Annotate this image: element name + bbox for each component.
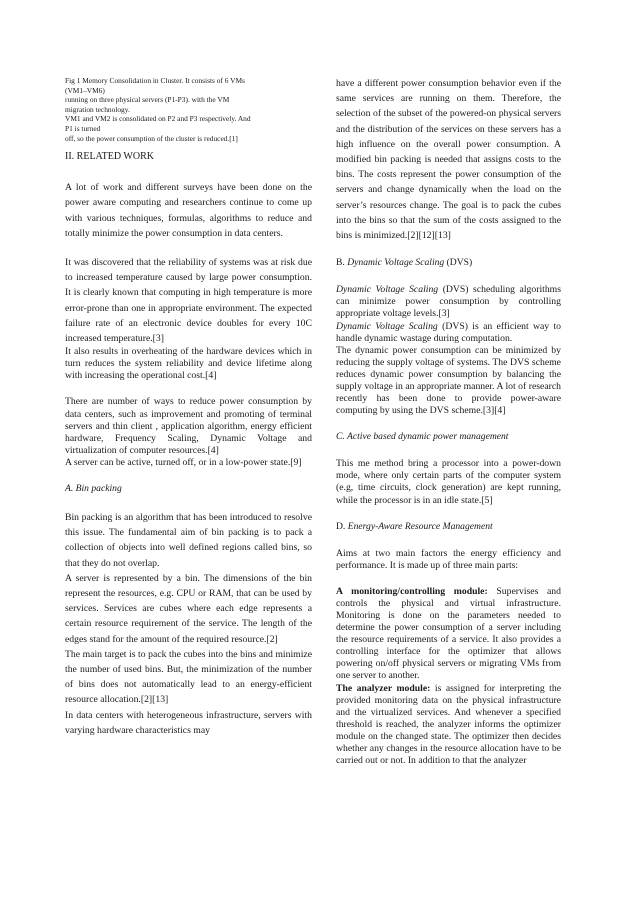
- subheading-active-power: C. Active based dynamic power management: [336, 431, 509, 443]
- subheading-dvs: [336, 257, 561, 269]
- paragraph-bin-represent: A server is represented by a bin. The dimensions of the bin represent the resources, e.g. CPU or RAM, that can be used by services. Services are cubes where each edge represents a certain resource requirement of the service. The length of the edges stand for the amount of the required resource.[2]: [65, 572, 312, 645]
- paragraph-intro: A lot of work and different surveys have been done on the power aware computing and researchers continue to come up with various techniques, formulas, algorithms to reduce and totally minimize the power consumption in data centers.: [65, 182, 312, 239]
- paragraph-power-behavior: have a different power consumption behavior even if the same services are running on them. Therefore, the selection of the subset of the powered-on physical servers and the distribution of the services on these servers has a high influence on the overall power consumption. A modified bin packing is needed that assigns costs to the bins. The costs represent the power consumption of the servers and change dynamically when the load on the server’s resources change. The goal is to pack the cubes into the bins so that the sum of the costs assigned to the bins is minimized.[2][12][13]: [336, 78, 561, 242]
- dvs-text: (DVS) scheduling algorithms can minimize power consumption by controlling appropriate voltage levels.[3]: [336, 284, 561, 320]
- module-text: is assigned for interpreting the provided monitoring data on the physical infrastructure and the virtualized services. And whenever a specified threshold is reached, the analyzer informs the optimizer module on the changed state. The optimizer then decides whether any changes in the resource allocation have to be carried out or not. In addition to that the analyzer: [336, 682, 562, 767]
- paragraph-monitoring-module: [336, 586, 561, 683]
- caption-line: P1 is turned: [65, 123, 101, 133]
- section-heading-related-work: II. RELATED WORK: [65, 151, 154, 163]
- paragraph-power-down: This me method bring a processor into a power-down mode, where only certain parts of the computer system (e.g, time circuits, clock generation) are kept running, while the processor is in an idle state.[5]: [336, 458, 561, 506]
- caption-line: VM1 and VM2 is consolidated on P2 and P3 respectively. And: [65, 114, 251, 124]
- heading-prefix: B.: [336, 257, 345, 269]
- paragraph-overheating: It also results in overheating of the hardware devices which in turn reduces the system reliability and device lifetime along with increasing the operational cost.[4]: [65, 346, 312, 382]
- caption-line: off, so the power consumption of the cluster is reduced.[1]: [65, 133, 238, 143]
- paragraph-bin-packing-intro: Bin packing is an algorithm that has been introduced to resolve this issue. The fundamental aim of bin packing is to pack a collection of objects into well defined regions called bins, so that they do not overlap.: [65, 512, 312, 569]
- dvs-text: (DVS) is an efficient way to handle dynamic wastage during computation.: [336, 320, 561, 344]
- module-text: Supervises and controls the physical and virtual infrastructure. Monitoring is done on the parameters needed to determine the power consumption of a server including the resource requirements of a service. It also provides a controlling interface for the optimizer that allows powering on/off physical servers or migrating VMs from one server to another.: [336, 585, 561, 682]
- paragraph-dvs-efficient: [336, 321, 561, 345]
- heading-suffix: (DVS): [446, 257, 473, 269]
- heading-italic: Dynamic Voltage Scaling: [347, 257, 445, 269]
- left-column: [65, 76, 312, 738]
- caption-line: running on three physical servers (P1-P3). with the VM: [65, 95, 230, 105]
- heading-prefix: D.: [336, 520, 346, 532]
- paragraph-bin-target: The main target is to pack the cubes into the bins and minimize the number of used bins. But, the minimization of the number of bins does not automatically lead to an energy-efficient resource allocation.[2][13]: [65, 648, 312, 706]
- paragraph-dvs-scheduling: [336, 284, 561, 320]
- subheading-energy-aware: [336, 521, 561, 533]
- caption-line: migration technology.: [65, 104, 130, 114]
- dvs-term: Dynamic Voltage Scaling: [336, 284, 439, 296]
- figure-caption: [65, 76, 312, 143]
- paragraph-heterogeneous: In data centers with heterogeneous infrastructure, servers with varying hardware characteristics may: [65, 709, 312, 736]
- paragraph-server-states: A server can be active, turned off, or in a low-power state.[9]: [65, 456, 302, 468]
- heading-italic: Energy-Aware Resource Management: [347, 520, 493, 532]
- paragraph-ways-to-reduce: There are number of ways to reduce power consumption by data centers, such as improvement and promoting of terminal servers and thin client , application algorithm, energy efficient hardware, Frequency Scaling, Dynamic Voltage and virtualization of computer resources.[4]: [65, 396, 312, 456]
- paragraph-analyzer-module: [336, 683, 561, 768]
- module-name: The analyzer module:: [336, 682, 431, 694]
- paragraph-dvs-dynamic: The dynamic power consumption can be minimized by reducing the supply voltage of systems. The DVS scheme reduces dynamic power consumption by balancing the supply voltage in an appropriate manner. A lot of research recently has been done to provide power-aware computing by using the DVS scheme.[3][4]: [336, 344, 561, 417]
- caption-line: Fig 1 Memory Consolidation in Cluster. It consists of 6 VMs: [65, 76, 245, 85]
- module-name: A monitoring/controlling module:: [336, 585, 488, 597]
- paragraph-aims: Aims at two main factors the energy efficiency and performance. It is made up of three main parts:: [336, 547, 561, 571]
- paragraph-reliability: It was discovered that the reliability of systems was at risk due to increased temperature caused by large power consumption. It is clearly known that computing in high temperature is more error-prone than one in appropriate environment. The expected failure rate of an electronic device doubles for every 10C increased temperature.[3]: [65, 256, 312, 344]
- dvs-term: Dynamic Voltage Scaling: [336, 320, 438, 332]
- subheading-bin-packing: A. Bin packing: [65, 483, 122, 495]
- right-column: [336, 76, 561, 767]
- caption-line: (VM1–VM6): [65, 85, 105, 95]
